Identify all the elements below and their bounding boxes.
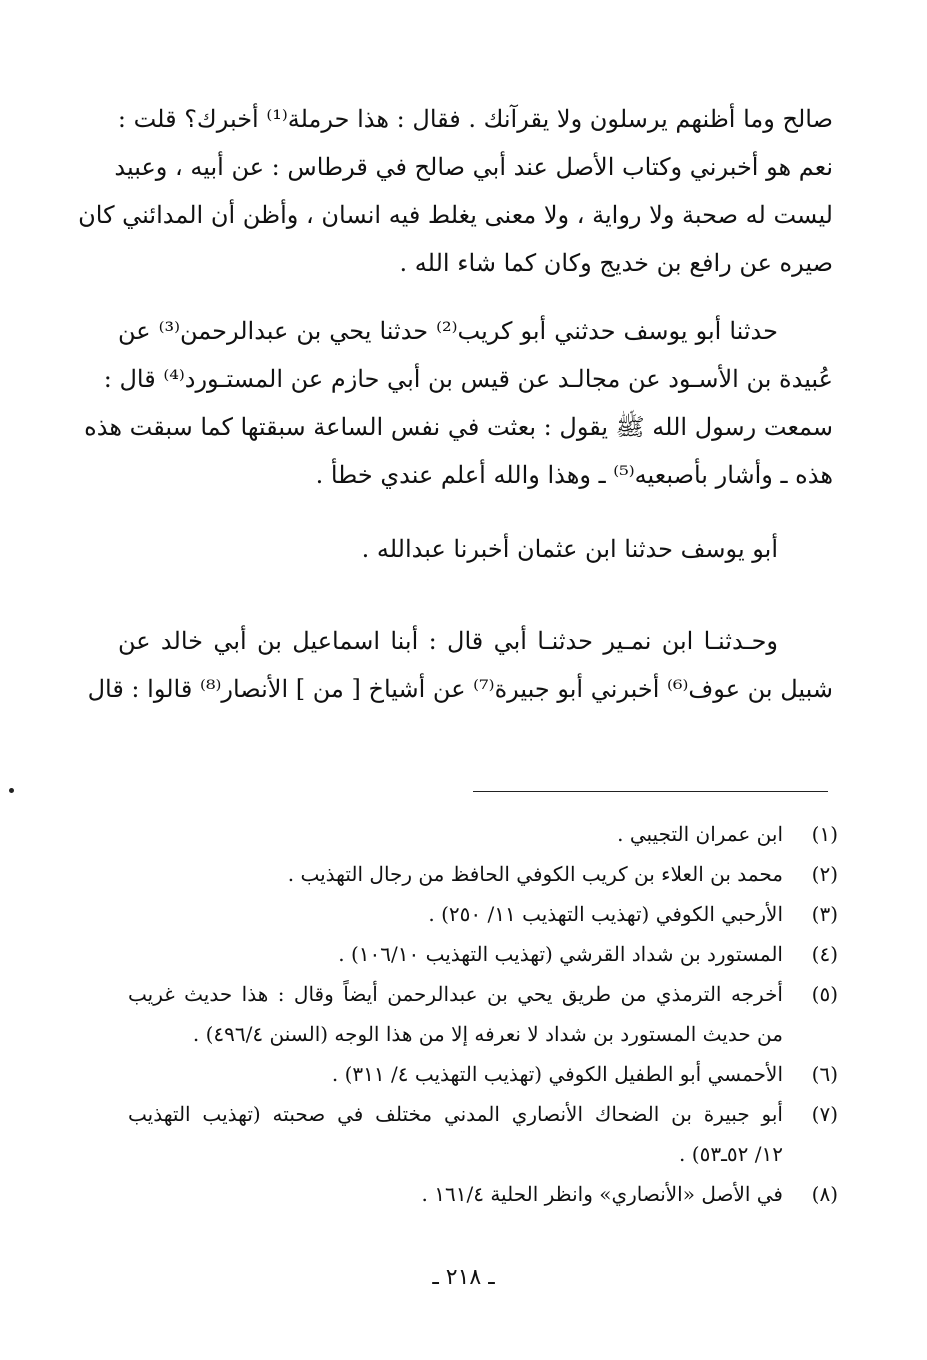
- footnote-item: [128, 1094, 838, 1174]
- text-line: عُبيدة بن الأسـود عن مجالـد عن قيس بن أبي حازم عن المستـورد⁽⁴⁾ قال :: [103, 365, 833, 393]
- paragraph-2: [84, 307, 833, 499]
- footnote-line: الأحمسي أبو الطفيل الكوفي (تهذيب التهذيب ٤/ ٣١١) .: [331, 1062, 783, 1086]
- paragraph-4: [87, 617, 833, 713]
- footnote-text: [128, 934, 783, 974]
- text-line: نعم هو أخبرني وكتاب الأصل عند أبي صالح في قرطاس : عن أبيه ، وعبيد: [114, 153, 833, 181]
- footnotes: [128, 814, 838, 1214]
- footnote-text: [128, 1094, 783, 1174]
- footnote-separator: [473, 791, 828, 792]
- footnote-number: (٢): [811, 862, 838, 886]
- footnote-line: من حديث المستورد بن شداد لا نعرفه إلا من هذا الوجه (السنن ٤٩٦/٤) .: [192, 1022, 783, 1046]
- footnote-line: ابن عمران التجيبي .: [617, 822, 783, 846]
- footnote-line: في الأصل «الأنصاري» وانظر الحلية ١٦١/٤ .: [421, 1182, 783, 1206]
- text-line: صيره عن رافع بن خديج وكان كما شاء الله .: [399, 249, 833, 277]
- text-line: صالح وما أظنهم يرسلون ولا يقرآنك . فقال : هذا حرملة⁽¹⁾ أخبرك؟ قلت :: [117, 105, 833, 133]
- footnote-text: [128, 1054, 783, 1094]
- footnote-number: (٦): [811, 1062, 838, 1086]
- footnote-text: [128, 974, 783, 1054]
- footnote-line: محمد بن العلاء بن كريب الكوفي الحافظ من رجال التهذيب .: [287, 862, 783, 886]
- paragraph-3: [118, 525, 833, 573]
- footnote-item: [128, 1054, 838, 1094]
- footnote-number: (٤): [811, 942, 838, 966]
- footnote-line: أخرجه الترمذي من طريق يحي بن عبدالرحمن أيضاً وقال : هذا حديث غريب: [128, 982, 783, 1006]
- footnote-text: [128, 1174, 783, 1214]
- footnote-number: (٥): [811, 982, 838, 1006]
- footnote-line: أبو جبيرة بن الضحاك الأنصاري المدني مختلف في صحبته (تهذيب التهذيب: [128, 1102, 783, 1126]
- text-line: شبيل بن عوف⁽⁶⁾ أخبرني أبو جبيرة⁽⁷⁾ عن أشياخ [ من ] الأنصار⁽⁸⁾ قالوا : قال: [87, 675, 833, 703]
- footnote-text: [128, 814, 783, 854]
- text-line: هذه ـ وأشار بأصبعيه⁽⁵⁾ ـ وهذا والله أعلم عندي خطأ .: [315, 461, 833, 489]
- text-line: ليست له صحبة ولا رواية ، ولا معنى يغلط فيه انسان ، وأظن أن المدائني كان: [78, 201, 833, 229]
- footnote-item: [128, 934, 838, 974]
- footnote-item: [128, 814, 838, 854]
- footnote-line: المستورد بن شداد القرشي (تهذيب التهذيب ١٠٦/١٠) .: [338, 942, 783, 966]
- footnote-line: ١٢/ ٥٢ـ٥٣) .: [679, 1142, 783, 1166]
- paragraph-1: [78, 95, 833, 287]
- footnote-number: (١): [811, 822, 838, 846]
- text-line: سمعت رسول الله ﷺ يقول : بعثت في نفس الساعة سبقتها كما سبقت هذه: [84, 413, 833, 441]
- footnote-number: (٧): [811, 1102, 838, 1126]
- footnote-item: [128, 854, 838, 894]
- footnote-number: (٣): [811, 902, 838, 926]
- margin-dot: [9, 788, 14, 793]
- footnote-line: الأرحبي الكوفي (تهذيب التهذيب ١١/ ٢٥٠) .: [428, 902, 783, 926]
- footnote-text: [128, 894, 783, 934]
- text-line: حدثنا أبو يوسف حدثني أبو كريب⁽²⁾ حدثنا يحي بن عبدالرحمن⁽³⁾ عن: [118, 317, 778, 345]
- page-number: ـ ٢١٨ ـ: [432, 1265, 495, 1290]
- footnote-item: [128, 974, 838, 1054]
- footnote-number: (٨): [811, 1182, 838, 1206]
- text-line: وحـدثنـا ابن نمـير حدثنـا أبي قال : أبنا اسماعيل بن أبي خالد عن: [118, 627, 778, 655]
- text-line: أبو يوسف حدثنا ابن عثمان أخبرنا عبدالله .: [361, 535, 778, 563]
- footnote-item: [128, 894, 838, 934]
- footnote-text: [128, 854, 783, 894]
- footnote-item: [128, 1174, 838, 1214]
